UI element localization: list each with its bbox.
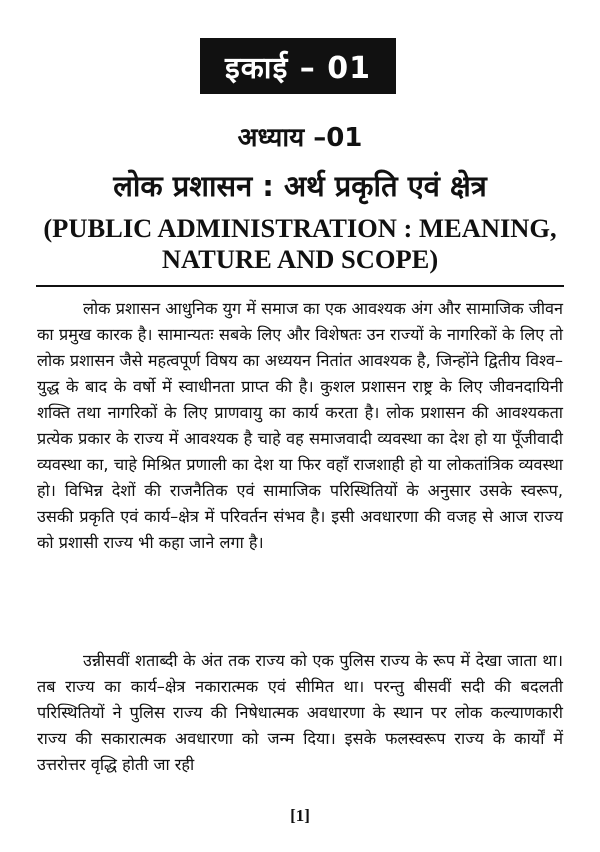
title-divider xyxy=(36,285,564,287)
chapter-title-hindi: लोक प्रशासन : अर्थ प्रकृति एवं क्षेत्र xyxy=(113,169,487,203)
chapter-heading: अध्याय –01 xyxy=(237,123,363,153)
chapter-title-english: (PUBLIC ADMINISTRATION : MEANING, NATURE AND SCOPE) xyxy=(43,213,557,274)
body-paragraph-1: लोक प्रशासन आधुनिक युग में समाज का एक आवश्यक अंग और सामाजिक जीवन का प्रमुख कारक है। सामान्यतः सबके लिए और विशेषतः उन राज्यों के नागरिकों के लिए तो लोक प्रशासन जैसे महत्वपूर्ण विषय का अध्ययन नितांत आवश्यक है, जिन्होंने द्वितीय विश्व–युद्ध के बाद के वर्षो में स्वाधीनता प्राप्त की है। कुशल प्रशासन राष्ट्र के लिए जीवनदायिनी शक्ति तथा नागरिकों के लिए प्राणवायु का कार्य करता है। लोक प्रशासन की आवश्यकता प्रत्येक प्रकार के राज्य में आवश्यक है चाहे वह समाजवादी व्यवस्था का देश हो या पूँजीवादी व्यवस्था का, चाहे मिश्रित प्रणाली का देश या फिर वहाँ राजशाही हो या लोकतांत्रिक व्यवस्था हो। विभिन्न देशों की राजनैतिक एवं सामाजिक परिस्थितियों के अनुसार उसके स्वरूप, उसकी प्रकृति एवं कार्य–क्षेत्र में परिवर्तन संभव है। इसी अवधारणा की वजह से आज राज्य को प्रशासी राज्य भी कहा जाने लगा है। xyxy=(37,299,563,552)
unit-heading-box xyxy=(200,38,396,94)
body-paragraph-2: उन्नीसवीं शताब्दी के अंत तक राज्य को एक पुलिस राज्य के रूप में देखा जाता था। तब राज्य का कार्य–क्षेत्र नकारात्मक एवं सीमित था। परन्तु बीसवीं सदी की बदलती परिस्थितियों ने पुलिस राज्य की निषेधात्मक अवधारणा के स्थान पर लोक कल्याणकारी राज्य की सकारात्मक अवधारणा को जन्म दिया। इसके फलस्वरूप राज्य के कार्यों में उत्तरोत्तर वृद्धि होती जा रही xyxy=(37,651,563,774)
page-number: [1] xyxy=(290,806,310,825)
unit-label: इकाई – 01 xyxy=(225,50,371,86)
